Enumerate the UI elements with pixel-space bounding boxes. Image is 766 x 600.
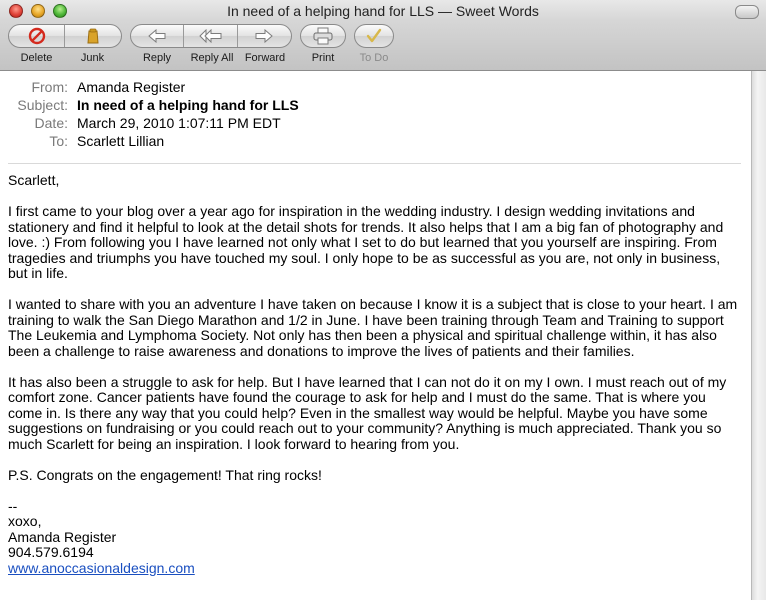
printer-icon	[312, 27, 334, 45]
forward-button[interactable]	[238, 25, 291, 47]
delete-junk-group	[8, 24, 122, 48]
reply-all-arrow-icon	[199, 29, 223, 43]
junk-label: Junk	[80, 52, 105, 64]
date-value: March 29, 2010 1:07:11 PM EDT	[77, 115, 281, 131]
header-divider	[8, 163, 741, 164]
window-title: In need of a helping hand for LLS — Sweet Words	[227, 3, 539, 19]
reply-all-button[interactable]	[184, 25, 237, 47]
todo-group	[354, 24, 394, 48]
subject-row	[0, 97, 766, 115]
vertical-scrollbar[interactable]	[751, 71, 766, 600]
body-paragraph: I wanted to share with you an adventure I have taken on because I know it is a subject that is close to your heart. I am training to walk the San Diego Marathon and 1/2 in June. I have been training through Team and Training to support The Leukemia and Lymphoma Society. Not only has then been a physical and spiritual challenge within, it has also been a challenge to raise awareness and donations to improve the lives of patients and their families.	[8, 296, 738, 359]
to-value[interactable]: Scarlett Lillian	[77, 133, 165, 149]
signature-website-link[interactable]: www.anoccasionaldesign.com	[8, 559, 195, 576]
junk-bag-icon	[84, 27, 102, 45]
reply-group	[130, 24, 292, 48]
to-label: To:	[49, 133, 68, 149]
delete-button[interactable]	[9, 25, 65, 47]
signature	[8, 499, 743, 577]
toolbar-toggle-button[interactable]	[735, 5, 759, 19]
reply-arrow-icon	[147, 29, 167, 43]
reply-button[interactable]	[131, 25, 184, 47]
todo-button[interactable]	[355, 25, 393, 47]
body-paragraph: P.S. Congrats on the engagement! That ring rocks!	[8, 466, 322, 483]
from-value[interactable]: Amanda Register	[77, 79, 186, 95]
to-row	[0, 133, 766, 151]
subject-value: In need of a helping hand for LLS	[77, 97, 299, 113]
signature-name: Amanda Register	[8, 528, 117, 545]
forward-label: Forward	[244, 52, 286, 64]
reply-label: Reply	[142, 52, 172, 64]
subject-label: Subject:	[17, 97, 68, 113]
from-row	[0, 79, 766, 97]
greeting: Scarlett,	[8, 172, 60, 188]
junk-button[interactable]	[65, 25, 121, 47]
message-body	[8, 173, 743, 576]
forward-arrow-icon	[254, 29, 274, 43]
from-label: From:	[31, 79, 68, 95]
date-label: Date:	[34, 115, 68, 131]
print-label: Print	[311, 52, 335, 64]
print-button[interactable]	[301, 25, 345, 47]
signature-phone: 904.579.6194	[8, 544, 94, 560]
body-paragraph: It has also been a struggle to ask for help. But I have learned that I can not do it on my I own. I must reach out of my comfort zone. Cancer patients have found the courage to ask for help and I must do the same. That is where you come in. Is there any way that you could help? Even in the smallest way would be helpful. Maybe you have some suggestions on fundraising or you could reach out to your community? Anything is much appreciated. Thank you so much Scarlett for being an inspiration. I look forward to hearing from you.	[8, 373, 727, 452]
signature-closing: xoxo,	[8, 513, 42, 529]
signature-separator: --	[8, 497, 18, 514]
print-group	[300, 24, 346, 48]
window-chrome	[0, 0, 766, 71]
body-paragraph: I first came to your blog over a year ago for inspiration in the wedding industry. I design wedding invitations and stationery and find it helpful to look at the detail shots for trends. It also helps that I am a big fan of photography and love. :) From following you I have learned not only what I set to do but learned that you yourself are inspiring. From tragedies and triumphs you have touched my soul. I only hope to be as successful as you are, not only in business, but in life.	[8, 203, 724, 281]
reply-all-label: Reply All	[190, 52, 234, 64]
delete-label: Delete	[20, 52, 53, 64]
no-entry-icon	[28, 27, 46, 45]
date-row	[0, 115, 766, 133]
checkmark-icon	[365, 27, 383, 45]
todo-label: To Do	[359, 52, 389, 64]
